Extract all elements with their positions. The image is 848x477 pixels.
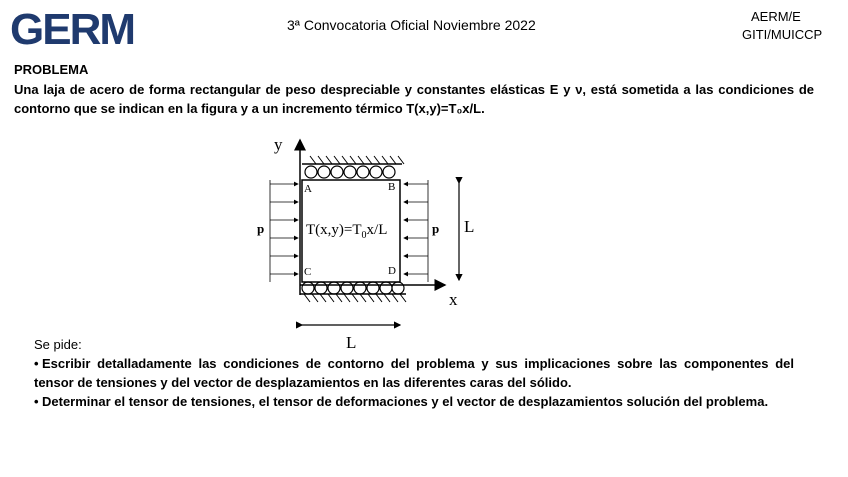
course-code-2: GITI/MUICCP (742, 27, 823, 42)
problem-statement: Una laja de acero de forma rectangular de peso despreciable y constantes elásticas E y ν, está sometida a las condiciones de contorno que se indican en la figura y a un incremento térmico T(x,y)=T₀x/L. (14, 82, 814, 116)
corner-b-label: B (388, 181, 396, 193)
germ-logo (10, 6, 160, 48)
height-label: L (464, 217, 475, 236)
figure-svg (230, 128, 520, 353)
width-label: L (346, 333, 357, 352)
load-left-label: p (257, 221, 265, 236)
x-axis-label: x (449, 290, 458, 309)
load-right-label: p (432, 221, 440, 236)
logo-text: GERM (10, 6, 134, 48)
left-pressure (270, 180, 298, 282)
problem-figure (230, 128, 520, 353)
top-support (302, 156, 404, 178)
course-code-1: AERM/E (751, 9, 801, 24)
request-item: • Escribir detalladamente las condiciones de contorno del problema y sus implicaciones sobre las componentes del tensor de tensiones y del vector de desplazamientos en las diferentes caras del sólido. (34, 356, 794, 390)
request-item: • Determinar el tensor de tensiones, el tensor de deformaciones y el vector de desplazamientos solución del problema. (34, 394, 769, 409)
corner-a-label: A (304, 183, 312, 195)
y-axis-label: y (274, 135, 283, 154)
requests-section (34, 335, 794, 411)
corner-d-label: D (388, 265, 396, 277)
temperature-expression: $T(x,y)=T_0x/L$ (306, 222, 388, 241)
corner-c-label: C (304, 266, 312, 278)
right-pressure (404, 180, 428, 282)
requests-heading: Se pide: (34, 337, 82, 352)
problem-title: PROBLEMA (14, 62, 89, 77)
exam-session-title: 3ª Convocatoria Oficial Noviembre 2022 (287, 17, 536, 33)
